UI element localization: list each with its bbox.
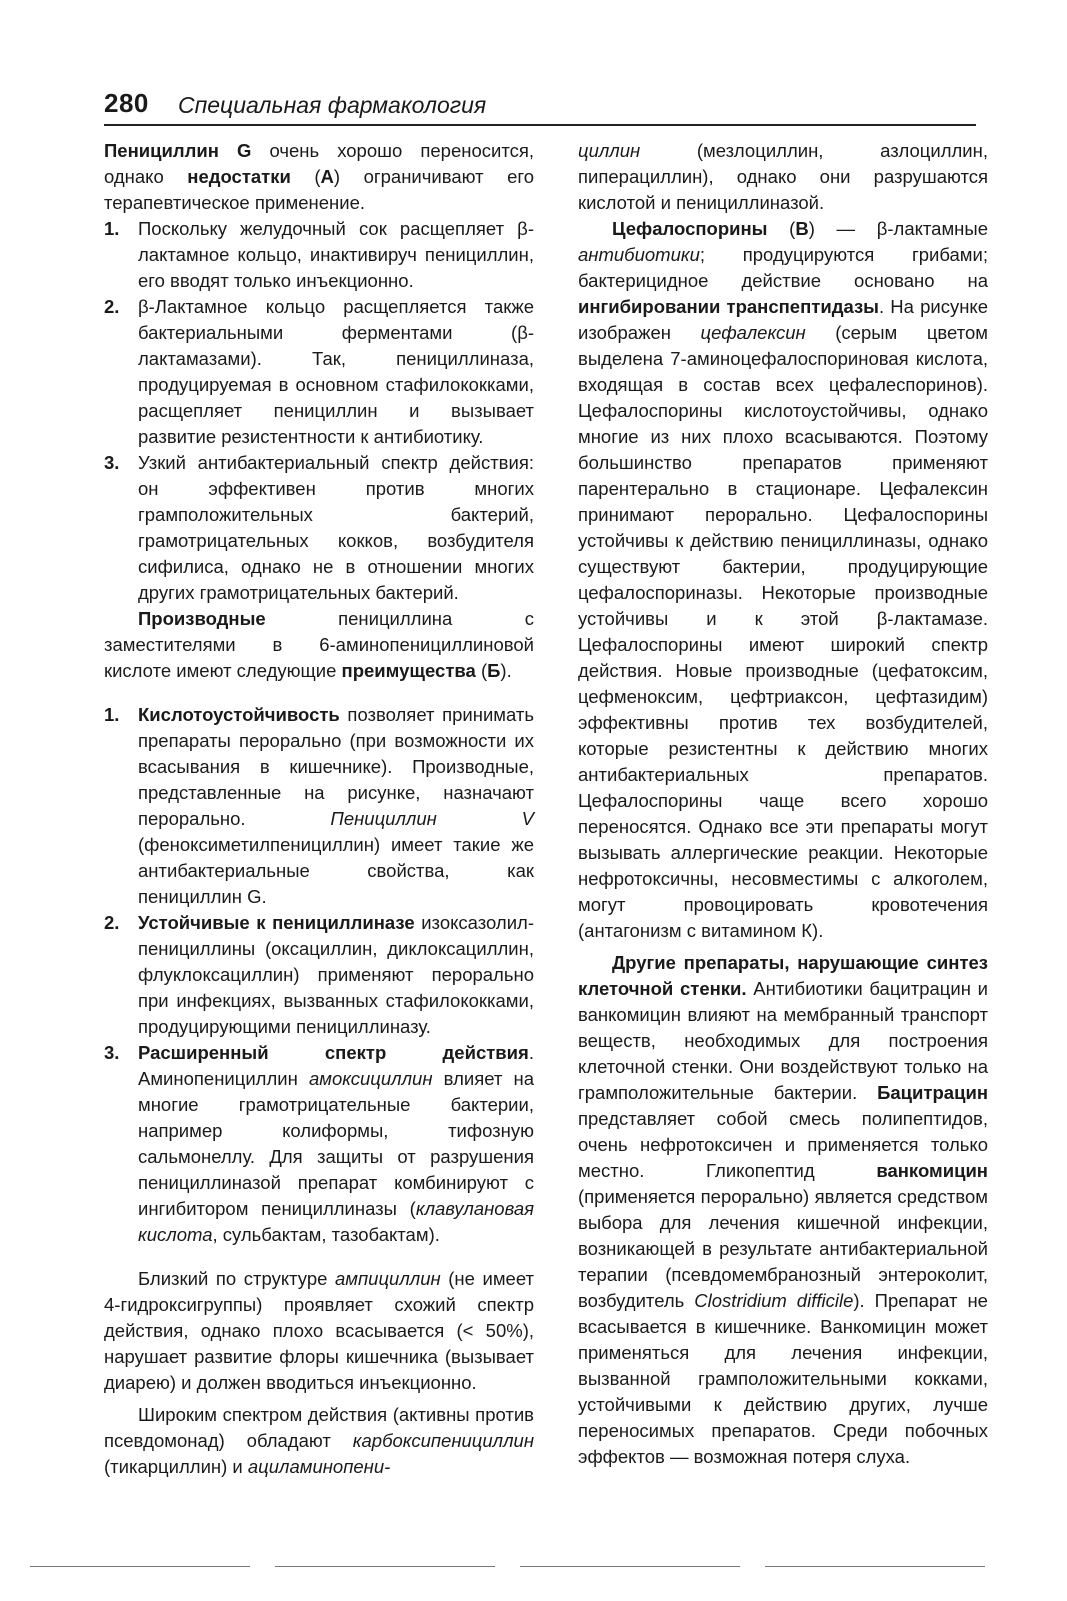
- term-other-drugs: Другие препараты, нарушающие синтез клеточной стенки.: [578, 952, 988, 999]
- text-run: Широким спектром действия (активны против псевдомонад) обладают: [104, 1404, 534, 1451]
- list-item: [104, 1040, 534, 1248]
- text-run: представляет собой смесь полипептидов, очень нефротоксичен и применяется только местно. Гликопептид: [578, 1108, 988, 1181]
- text-run: (: [767, 218, 796, 239]
- list-number: 1.: [104, 704, 120, 725]
- list-number: 3.: [104, 452, 120, 473]
- text-run: . На рисунке изображен: [578, 296, 988, 343]
- drug-name: клавулановая кислота: [138, 1198, 534, 1245]
- text-run: . Аминопенициллин: [138, 1042, 534, 1089]
- text-run: ) ограничивают его терапевтическое применение.: [104, 166, 534, 213]
- list-item-text: Узкий антибактериальный спектр действия: он эффективен против многих грамположительных бактерий, грамотрицательных кокков, возбудителя сифилиса, однако не в отношении многих других грамотрицательных бактерий.: [138, 452, 534, 603]
- term-cephalosporins: Цефалоспорины: [612, 218, 768, 239]
- term-transpeptidase-inhibition: ингибировании транспептидазы: [578, 296, 879, 317]
- list-number: 1.: [104, 218, 120, 239]
- figure-ref-v: В: [795, 218, 809, 239]
- term-bacitracin: Бацитрацин: [877, 1082, 988, 1103]
- text-run: Антибиотики бацитрацин и ванкомицин влияют на мембранный транспорт веществ, необходимых для построения клеточной стенки. Они воздействуют только на грамположительные бактерии.: [578, 978, 988, 1103]
- text-run: (не имеет 4-гидроксигруппы) проявляет схожий спектр действия, однако плохо всасывается (< 50%), нарушает развитие флоры кишечника (вызывает диарею) и должен вводиться инъекционно.: [104, 1268, 534, 1393]
- term-drawbacks: недостатки: [187, 166, 291, 187]
- term-vancomycin: ванкомицин: [876, 1160, 988, 1181]
- list-number: 3.: [104, 1042, 120, 1063]
- footer-rule: [275, 1566, 495, 1567]
- term-acid-stability: Кислотоустойчивость: [138, 704, 340, 725]
- page-header: [104, 88, 976, 126]
- list-number: 2.: [104, 296, 120, 317]
- footer-rule: [765, 1566, 985, 1567]
- text-run: пенициллина с заместителями в 6-аминопенициллиновой кислоте имеют следующие: [104, 608, 534, 681]
- text-run: (феноксиметилпенициллин) имеет такие же антибактериальные свойства, как пенициллин G.: [138, 834, 534, 907]
- drug-name: Пенициллин V: [330, 808, 534, 829]
- text-run: ).: [500, 660, 512, 681]
- list-item-text: Поскольку желудочный сок расщепляет β-лактамное кольцо, инактивируч пенициллин, его вводят только инъекционно.: [138, 218, 534, 291]
- footer-rule: [30, 1566, 250, 1567]
- spacer: [104, 1248, 534, 1266]
- drug-name: цефалексин: [700, 322, 806, 343]
- list-item-text: β-Лактамное кольцо расщепляется также бактериальными ферментами (β-лактамазами). Так, пенициллиназа, продуцируемая в основном стафилококками, расщепляет пенициллин и вызывает развитие резистентности к антибиотику.: [138, 296, 534, 447]
- advantages-list: [104, 702, 534, 1248]
- text-run: ). Препарат не всасывается в кишечнике. Ванкомицин может применяться для лечения инфекции, вызванной грамположительными кокками, устойчивыми к действию других, лучше переносимых препаратов. Среди побочных эффектов — возможная потеря слуха.: [578, 1290, 988, 1467]
- left-column: [104, 138, 534, 1480]
- text-run: (применяется перорально) является средством выбора для лечения кишечной инфекции, возникающей в результате антибактериальной терапии (псевдомембранозный энтероколит, возбудитель: [578, 1186, 988, 1311]
- list-item: [104, 294, 534, 450]
- text-run: Близкий по структуре: [138, 1268, 336, 1289]
- text-run: (: [475, 660, 488, 681]
- drug-name: ампициллин: [335, 1268, 441, 1289]
- list-item: [104, 910, 534, 1040]
- text-run: очень хорошо переносится, однако: [104, 140, 534, 187]
- list-item: [104, 216, 534, 294]
- list-item: [104, 702, 534, 910]
- continuation-paragraph: [578, 138, 988, 216]
- other-drugs-paragraph: [578, 950, 988, 1470]
- text-run: (серым цветом выделена 7-аминоцефалоспориновая кислота, входящая в состав всех цефалеспоринов). Цефалоспорины кислотоустойчивы, однако многие из них плохо всасываются. Поэтому большинство препаратов применяют парентерально в стационаре. Цефалексин принимают перорально. Цефалоспорины устойчивы к действию пенициллиназы, однако существуют бактерии, продуцирующие цефалоспориназы. Некоторые производные устойчивы и к этой β-лактамазе. Цефалоспорины имеют широкий спектр действия. Новые производные (цефатоксим, цефменоксим, цефтриаксон, цефтазидим) эффективны против тех возбудителей, которые резистентны к действию многих антибактериальных препаратов. Цефалоспорины чаще всего хорошо переносятся. Однако все эти препараты могут вызывать аллергические реакции. Некоторые нефротоксичны, несовместимы с алкоголем, могут провоцировать кровотечения (антагонизм с витамином К).: [578, 322, 989, 941]
- text-run: (: [290, 166, 321, 187]
- drug-name: ациламинопени-: [247, 1456, 391, 1477]
- text-run: позволяет принимать препараты перорально (при возможности их всасывания в кишечнике). Производные, представленные на рисунке, назначают перорально.: [138, 704, 534, 829]
- footer-rule: [520, 1566, 740, 1567]
- term-penicillinase-resistant: Устойчивые к пенициллиназе: [138, 912, 415, 933]
- drawbacks-list: [104, 216, 534, 606]
- text-run: ; продуцируются грибами; бактерицидное действие основано на: [578, 244, 988, 291]
- term-extended-spectrum: Расширенный спектр действия: [138, 1042, 529, 1063]
- spacer: [104, 684, 534, 702]
- term-penicillin-g: Пенициллин G: [104, 140, 252, 161]
- derivatives-paragraph: [104, 606, 534, 684]
- text-run: изоксазолил-пенициллины (оксациллин, диклоксациллин, флуклоксациллин) применяют перорально при инфекциях, вызванных стафилококками, продуцирующими пенициллиназу.: [138, 912, 534, 1037]
- italic-term: антибиотики: [578, 244, 700, 265]
- running-title: Специальная фармакология: [178, 92, 487, 118]
- organism-name: Clostridium difficile: [694, 1290, 854, 1311]
- list-item: [104, 450, 534, 606]
- drug-name: амоксициллин: [308, 1068, 433, 1089]
- figure-ref-a: А: [320, 166, 334, 187]
- ampicillin-paragraph: [104, 1266, 534, 1396]
- term-advantages: преимущества: [341, 660, 476, 681]
- carboxypenicillin-paragraph: [104, 1402, 534, 1480]
- drug-name: карбоксипенициллин: [352, 1430, 534, 1451]
- figure-ref-b: Б: [487, 660, 501, 681]
- list-number: 2.: [104, 912, 120, 933]
- text-run: (тикарциллин) и: [104, 1456, 248, 1477]
- right-column: [578, 138, 988, 1470]
- text-run: (мезлоциллин, азлоциллин, пиперациллин), однако они разрушаются кислотой и пенициллиназой.: [578, 140, 988, 213]
- cephalosporins-paragraph: [578, 216, 988, 944]
- page-number: 280: [104, 88, 149, 118]
- text-run: влияет на многие грамотрицательные бактерии, например колиформы, тифозную сальмонеллу. Для защиты от разрушения пенициллиназой препарат комбинируют с ингибитором пенициллиназы (: [138, 1068, 535, 1219]
- drug-name: циллин: [578, 140, 641, 161]
- intro-paragraph: [104, 138, 534, 216]
- term-derivatives: Производные: [138, 608, 266, 629]
- text-run: ) — β-лактамные: [808, 218, 988, 239]
- text-run: , сульбактам, тазобактам).: [212, 1224, 440, 1245]
